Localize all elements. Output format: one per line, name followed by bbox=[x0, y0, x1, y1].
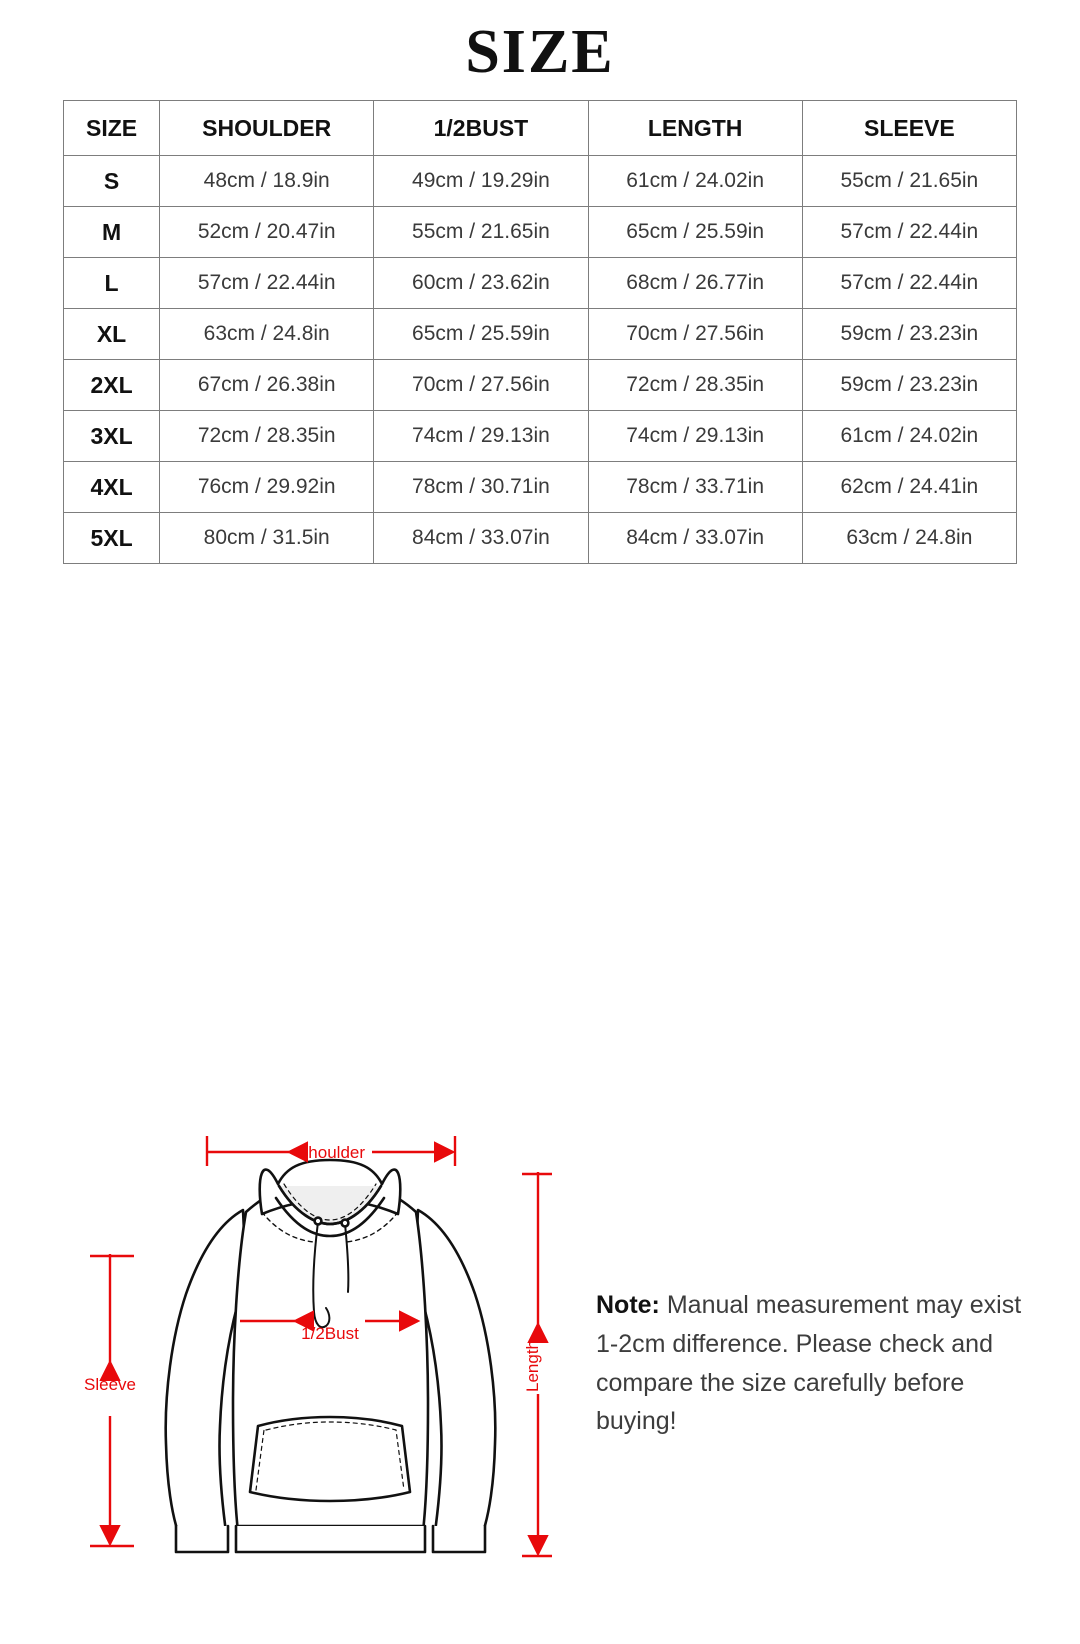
cell-size: M bbox=[64, 207, 160, 258]
cell-shoulder: 76cm / 29.92in bbox=[160, 462, 374, 513]
column-header-length: LENGTH bbox=[588, 101, 802, 156]
cell-bust: 78cm / 30.71in bbox=[374, 462, 588, 513]
table-header-row bbox=[64, 101, 1017, 156]
column-header-bust: 1/2BUST bbox=[374, 101, 588, 156]
cell-length: 68cm / 26.77in bbox=[588, 258, 802, 309]
note-prefix: Note: bbox=[596, 1291, 660, 1320]
cell-bust: 74cm / 29.13in bbox=[374, 411, 588, 462]
cell-bust: 55cm / 21.65in bbox=[374, 207, 588, 258]
cell-length: 70cm / 27.56in bbox=[588, 309, 802, 360]
cell-bust: 70cm / 27.56in bbox=[374, 360, 588, 411]
column-header-sleeve: SLEEVE bbox=[802, 101, 1016, 156]
cell-length: 78cm / 33.71in bbox=[588, 462, 802, 513]
cell-bust: 84cm / 33.07in bbox=[374, 513, 588, 564]
cell-sleeve: 62cm / 24.41in bbox=[802, 462, 1016, 513]
cell-sleeve: 63cm / 24.8in bbox=[802, 513, 1016, 564]
cell-sleeve: 55cm / 21.65in bbox=[802, 156, 1016, 207]
column-header-shoulder: SHOULDER bbox=[160, 101, 374, 156]
cell-length: 61cm / 24.02in bbox=[588, 156, 802, 207]
label-sleeve: Sleeve bbox=[84, 1375, 136, 1395]
label-length: Length bbox=[523, 1340, 542, 1393]
cell-size: 5XL bbox=[64, 513, 160, 564]
cell-sleeve: 57cm / 22.44in bbox=[802, 258, 1016, 309]
cell-sleeve: 59cm / 23.23in bbox=[802, 360, 1016, 411]
cell-length: 84cm / 33.07in bbox=[588, 513, 802, 564]
cell-sleeve: 59cm / 23.23in bbox=[802, 309, 1016, 360]
table-row bbox=[64, 360, 1017, 411]
cell-size: 2XL bbox=[64, 360, 160, 411]
table-row bbox=[64, 207, 1017, 258]
cell-shoulder: 48cm / 18.9in bbox=[160, 156, 374, 207]
cell-shoulder: 72cm / 28.35in bbox=[160, 411, 374, 462]
table-row bbox=[64, 513, 1017, 564]
cell-size: XL bbox=[64, 309, 160, 360]
table-row bbox=[64, 309, 1017, 360]
hoodie-diagram bbox=[0, 564, 1080, 1644]
cell-length: 65cm / 25.59in bbox=[588, 207, 802, 258]
table-row bbox=[64, 156, 1017, 207]
column-header-size: SIZE bbox=[64, 101, 160, 156]
cell-shoulder: 80cm / 31.5in bbox=[160, 513, 374, 564]
table-row bbox=[64, 258, 1017, 309]
cell-size: 4XL bbox=[64, 462, 160, 513]
note-body: Manual measurement may exist 1-2cm difference. Please check and compare the size carefully before buying! bbox=[596, 1291, 1022, 1436]
label-shoulder: Shoulder bbox=[296, 1143, 366, 1163]
cell-length: 72cm / 28.35in bbox=[588, 360, 802, 411]
cell-bust: 60cm / 23.62in bbox=[374, 258, 588, 309]
cell-shoulder: 63cm / 24.8in bbox=[160, 309, 374, 360]
cell-size: L bbox=[64, 258, 160, 309]
table-row bbox=[64, 462, 1017, 513]
cell-shoulder: 52cm / 20.47in bbox=[160, 207, 374, 258]
size-chart-table bbox=[63, 100, 1017, 564]
hoodie-outline bbox=[166, 1160, 496, 1552]
cell-size: S bbox=[64, 156, 160, 207]
cell-size: 3XL bbox=[64, 411, 160, 462]
cell-bust: 49cm / 19.29in bbox=[374, 156, 588, 207]
cell-shoulder: 67cm / 26.38in bbox=[160, 360, 374, 411]
cell-sleeve: 61cm / 24.02in bbox=[802, 411, 1016, 462]
note-text bbox=[596, 1286, 1028, 1441]
page-title: SIZE bbox=[465, 18, 615, 86]
label-bust: 1/2Bust bbox=[301, 1324, 359, 1344]
cell-sleeve: 57cm / 22.44in bbox=[802, 207, 1016, 258]
cell-shoulder: 57cm / 22.44in bbox=[160, 258, 374, 309]
table-row bbox=[64, 411, 1017, 462]
measurement-diagram-section bbox=[0, 564, 1080, 1436]
cell-length: 74cm / 29.13in bbox=[588, 411, 802, 462]
cell-bust: 65cm / 25.59in bbox=[374, 309, 588, 360]
